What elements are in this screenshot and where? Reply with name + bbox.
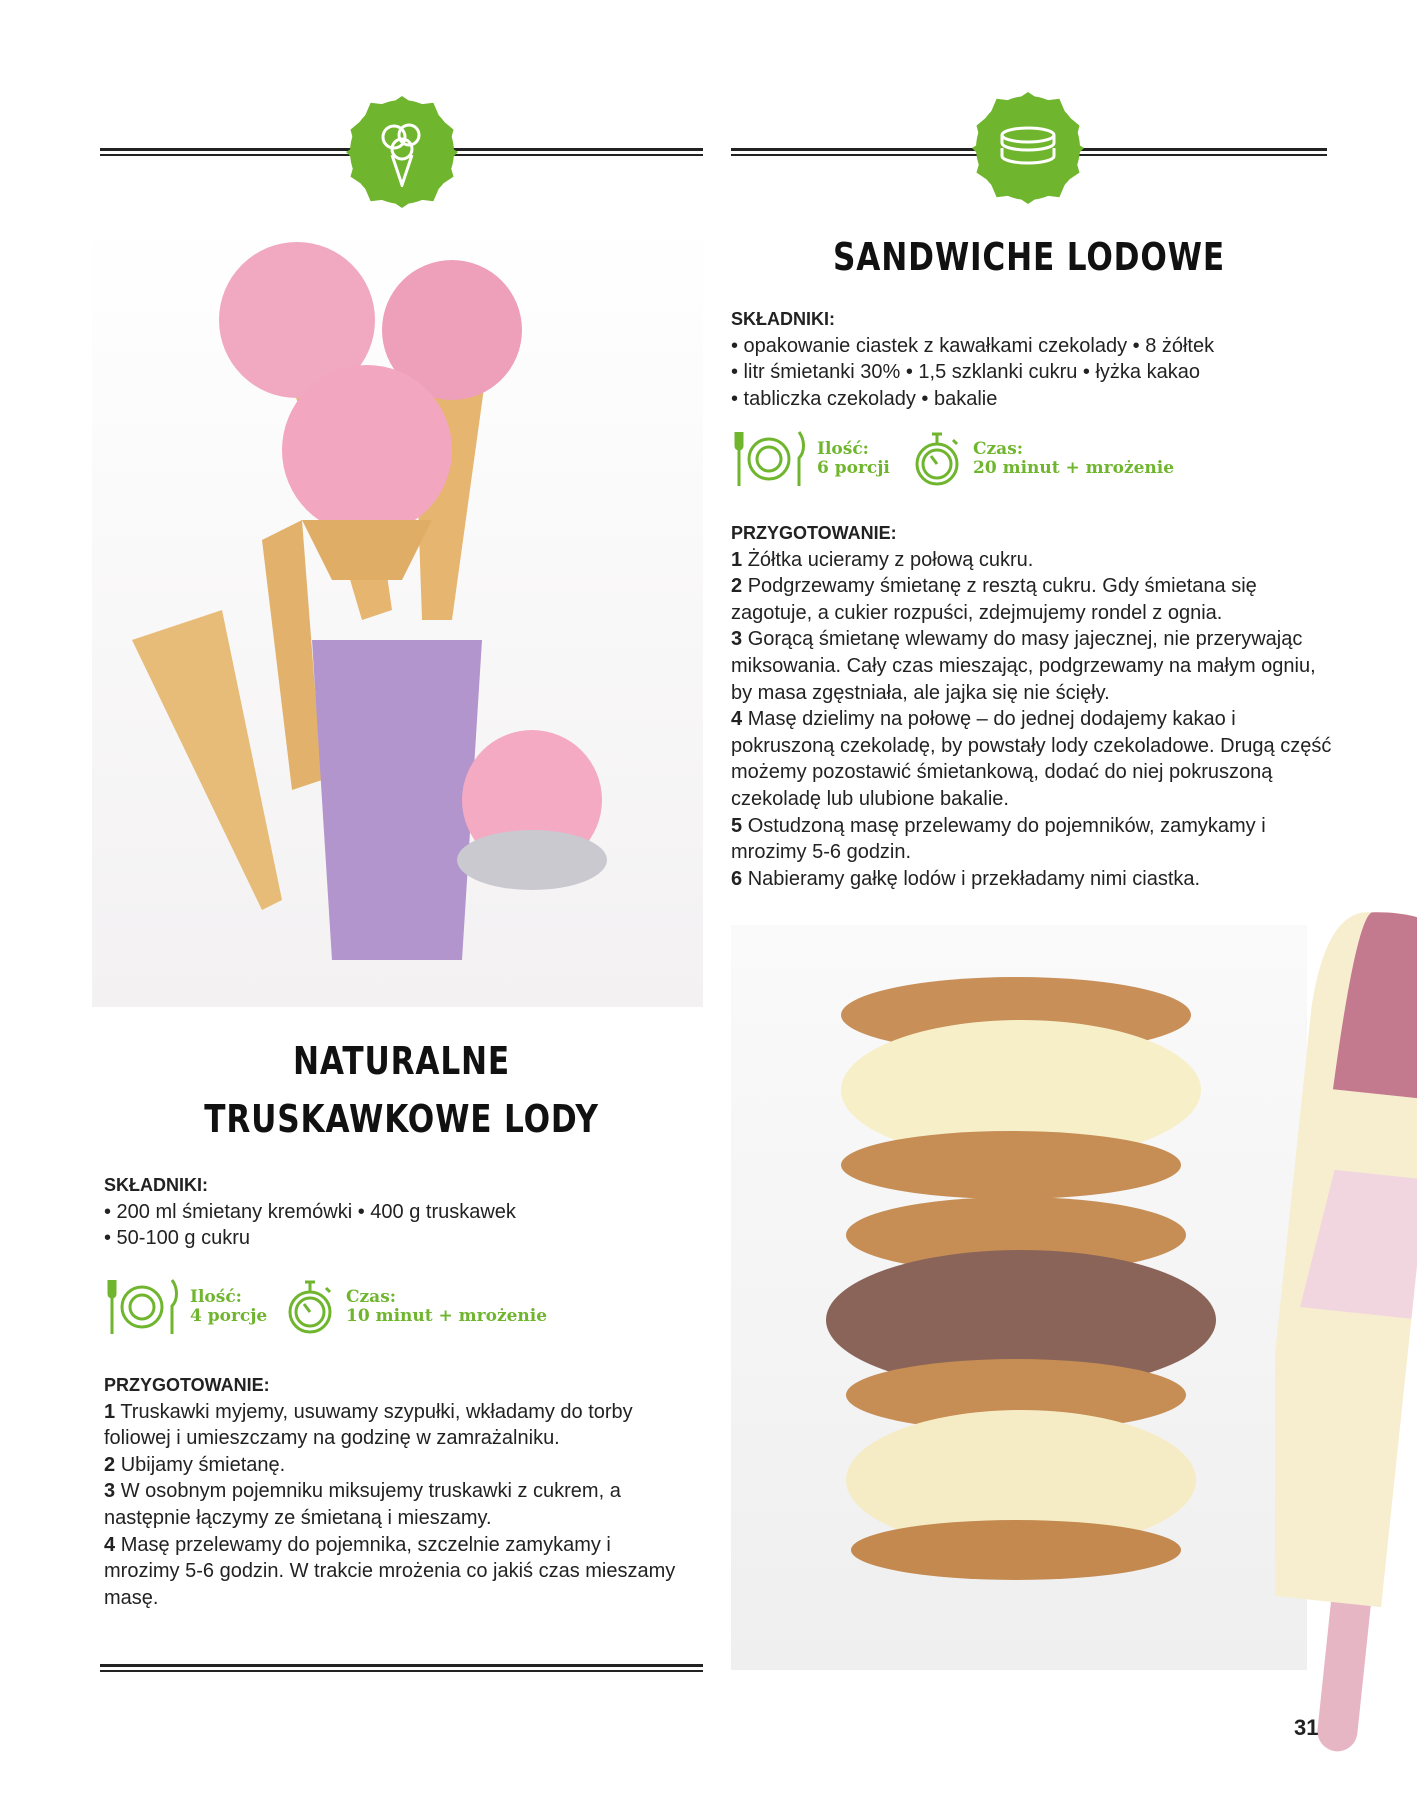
time-label: Czas: — [973, 439, 1024, 459]
bottom-rule-left — [100, 1664, 703, 1672]
step: 1 Truskawki myjemy, usuwamy szypułki, wkładamy do torby foliowej i umieszczamy na godzinę w zamrażalniku. — [104, 1400, 633, 1450]
plate-cutlery-icon — [731, 430, 807, 488]
page-number: 31 — [1294, 1715, 1319, 1740]
ingredient-line: • opakowanie ciastek z kawałkami czekolady • 8 żółtek — [731, 334, 1215, 357]
step: 3 W osobnym pojemniku miksujemy truskawki z cukrem, a następnie łączymy ze śmietaną i mieszamy. — [104, 1480, 621, 1529]
servings-value: 4 porcje — [190, 1306, 268, 1326]
step: 2 Podgrzewamy śmietanę z resztą cukru. Gdy śmietana się zagotuje, a cukier rozpuści, zdejmujemy rondel z ognia. — [731, 575, 1257, 624]
servings-label: Ilość: — [817, 439, 869, 459]
ingredient-line: • tabliczka czekolady • bakalie — [731, 387, 998, 410]
stopwatch-icon — [915, 430, 963, 488]
title-line: NATURALNE — [292, 1039, 511, 1083]
ice-cream-badge — [350, 100, 454, 204]
servings-label: Ilość: — [190, 1287, 242, 1307]
servings-value: 6 porcji — [817, 458, 890, 478]
time-value: 20 minut + mrożenie — [973, 458, 1175, 478]
step: 4 Masę dzielimy na połowę – do jednej dodajemy kakao i pokruszoną czekoladę, by powstały lody czekoladowe. Drugą część możemy pozostawić śmietankową, dodać do niej pokruszoną czekoladę lub ulubione bakalie. — [731, 708, 1332, 810]
step: 3 Gorącą śmietanę wlewamy do masy jajecznej, nie przerywając miksowania. Cały czas mieszając, podgrzewamy na małym ogniu, by masa zgęstniała, ale jajka się nie ścięły. — [731, 628, 1316, 704]
left-recipe-title — [154, 1032, 648, 1148]
left-preparation — [104, 1372, 684, 1611]
ice-cream-sandwich-photo — [731, 925, 1307, 1670]
right-servings — [731, 430, 890, 488]
cookie-stack-icon — [998, 126, 1058, 170]
cookie-badge — [976, 96, 1080, 200]
left-time — [288, 1278, 547, 1336]
preparation-heading: PRZYGOTOWANIE: — [104, 1375, 270, 1395]
right-time — [915, 430, 1174, 488]
title-line: TRUSKAWKOWE LODY — [204, 1097, 599, 1141]
step: 1 Żółtka ucieramy z połową cukru. — [731, 548, 1034, 571]
right-preparation — [731, 520, 1341, 892]
step: 6 Nabieramy gałkę lodów i przekładamy nimi ciastka. — [731, 867, 1201, 890]
right-recipe-title: SANDWICHE LODOWE — [833, 235, 1225, 279]
ice-cream-icon — [374, 117, 430, 187]
left-servings — [104, 1278, 267, 1336]
ingredients-heading: SKŁADNIKI: — [731, 309, 835, 329]
ingredients-heading: SKŁADNIKI: — [104, 1175, 208, 1195]
ingredient-line: • 200 ml śmietany kremówki • 400 g truskawek — [104, 1200, 516, 1223]
strawberry-ice-cream-photo — [92, 220, 703, 1007]
step: 4 Masę przelewamy do pojemnika, szczelnie zamykamy i mrozimy 5-6 godzin. W trakcie mrożenia co jakiś czas mieszamy masę. — [104, 1533, 676, 1609]
step: 2 Ubijamy śmietanę. — [104, 1453, 286, 1476]
stopwatch-icon — [288, 1278, 336, 1336]
preparation-heading: PRZYGOTOWANIE: — [731, 523, 897, 543]
time-value: 10 minut + mrożenie — [346, 1306, 548, 1326]
right-ingredients — [731, 306, 1331, 412]
left-ingredients — [104, 1172, 704, 1252]
step: 5 Ostudzoną masę przelewamy do pojemników, zamykamy i mrozimy 5-6 godzin. — [731, 814, 1266, 864]
time-label: Czas: — [346, 1287, 397, 1307]
ingredient-line: • 50-100 g cukru — [104, 1227, 250, 1250]
plate-cutlery-icon — [104, 1278, 180, 1336]
popsicle-decoration — [1275, 912, 1417, 1752]
ingredient-line: • litr śmietanki 30% • 1,5 szklanki cukru • łyżka kakao — [731, 361, 1200, 384]
